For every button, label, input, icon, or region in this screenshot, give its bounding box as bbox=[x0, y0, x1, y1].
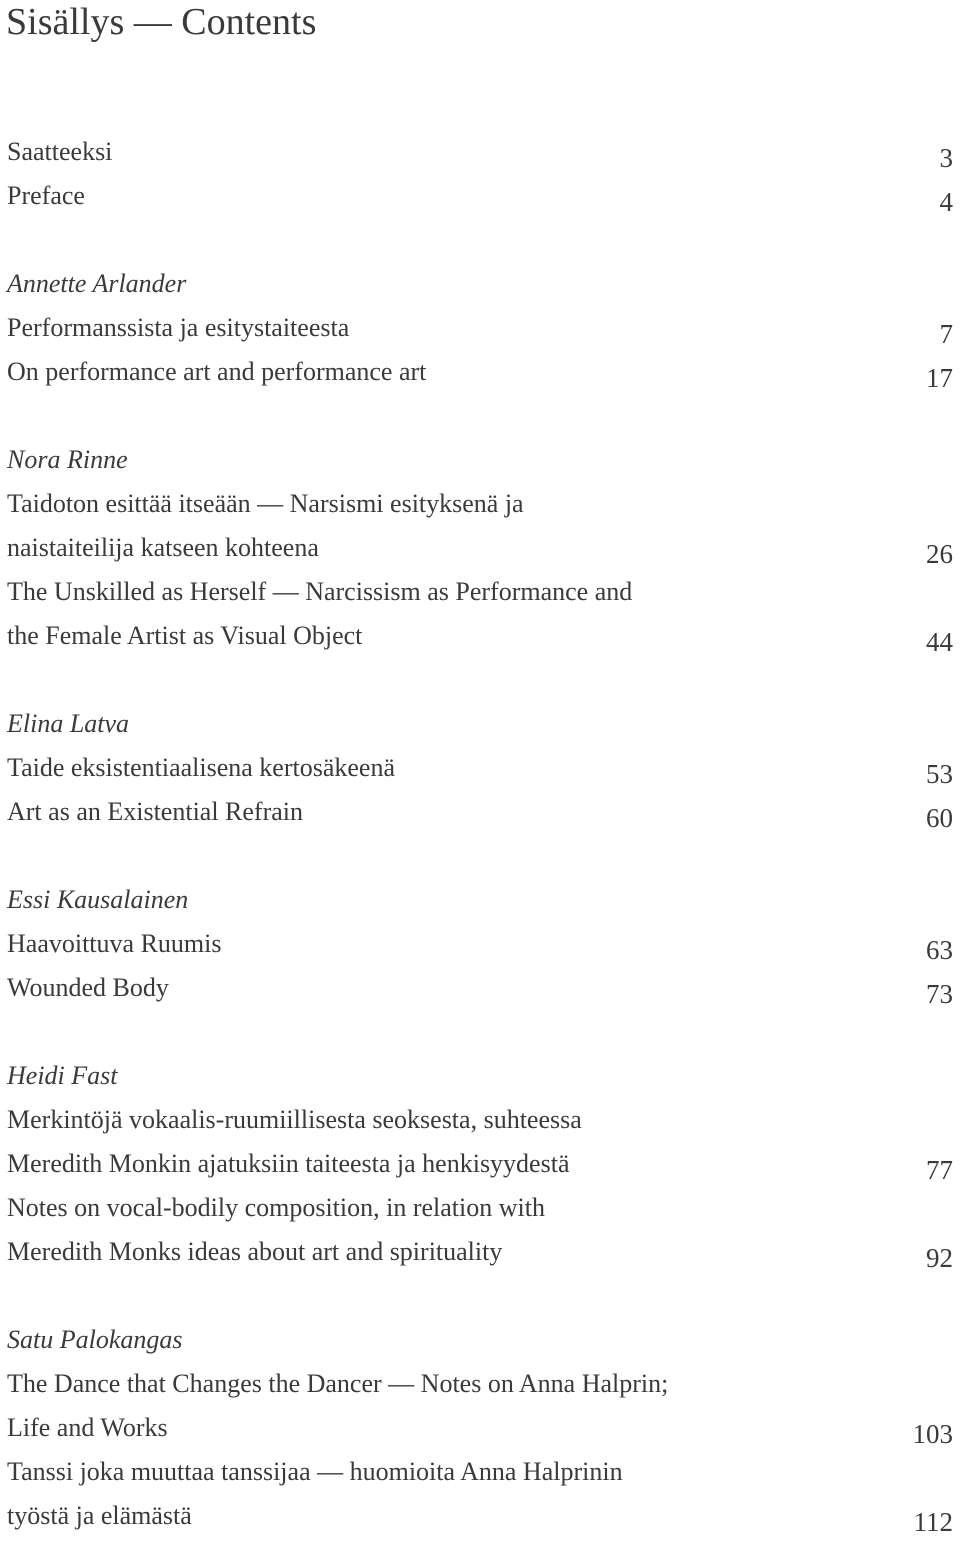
page-number: 53 bbox=[926, 759, 953, 789]
author-name: Nora Rinne bbox=[7, 445, 128, 474]
toc-entry bbox=[7, 570, 953, 614]
entry-title: Notes on vocal-bodily composition, in relation with bbox=[7, 1193, 545, 1222]
entry-title: Saatteeksi bbox=[7, 137, 113, 166]
entry-title: Art as an Existential Refrain bbox=[7, 797, 304, 826]
toc-author bbox=[7, 262, 953, 306]
entry-title: Taide eksistentiaalisena kertosäkeenä bbox=[7, 753, 396, 782]
toc-entry bbox=[7, 174, 953, 218]
entry-title: the Female Artist as Visual Object bbox=[7, 621, 363, 650]
toc-author bbox=[7, 1318, 953, 1362]
toc-entry bbox=[7, 790, 953, 834]
toc-author bbox=[7, 702, 953, 746]
toc-entry bbox=[7, 1406, 953, 1450]
author-name: Elina Latva bbox=[7, 709, 130, 738]
page-number: 77 bbox=[926, 1155, 953, 1185]
toc-entry bbox=[7, 1362, 953, 1406]
page-number: 73 bbox=[926, 979, 953, 1009]
toc-entry bbox=[7, 306, 953, 350]
toc-entry bbox=[7, 966, 953, 1010]
toc-entry bbox=[7, 746, 953, 790]
page-number: 7 bbox=[939, 319, 953, 349]
page-title: Sisällys — Contents bbox=[6, 1, 317, 43]
page-number: 63 bbox=[926, 935, 953, 965]
page-number: 60 bbox=[926, 803, 953, 833]
page-number: 92 bbox=[926, 1243, 953, 1273]
entry-title: Wounded Body bbox=[7, 973, 169, 1002]
toc-entry bbox=[7, 1142, 953, 1186]
toc-author bbox=[7, 1054, 953, 1098]
author-name: Essi Kausalainen bbox=[7, 885, 189, 914]
toc-entry bbox=[7, 482, 953, 526]
toc-author bbox=[7, 878, 953, 922]
toc-entry bbox=[7, 1494, 953, 1538]
entry-title: The Dance that Changes the Dancer — Notes on Anna Halprin; bbox=[7, 1369, 669, 1398]
page-number: 17 bbox=[926, 363, 953, 393]
toc-entry bbox=[7, 130, 953, 174]
page-number: 112 bbox=[913, 1507, 953, 1537]
page-number: 44 bbox=[926, 627, 953, 657]
entry-title: The Unskilled as Herself — Narcissism as Performance and bbox=[7, 577, 633, 606]
author-name: Annette Arlander bbox=[7, 269, 187, 298]
toc-entry bbox=[7, 614, 953, 658]
toc-author bbox=[7, 438, 953, 482]
toc-entry bbox=[7, 1230, 953, 1274]
entry-title: naistaiteilija katseen kohteena bbox=[7, 533, 319, 562]
toc-entry bbox=[7, 922, 953, 966]
entry-title: Meredith Monks ideas about art and spirituality bbox=[7, 1237, 503, 1266]
page-number: 26 bbox=[926, 539, 953, 569]
toc-entry bbox=[7, 1098, 953, 1142]
page-number: 3 bbox=[939, 143, 953, 173]
entry-title: Life and Works bbox=[7, 1413, 168, 1442]
page-number: 103 bbox=[912, 1419, 953, 1449]
entry-title: Merkintöjä vokaalis-ruumiillisesta seoksesta, suhteessa bbox=[7, 1105, 582, 1134]
entry-title: Haavoittuva Ruumis bbox=[7, 929, 222, 958]
toc-entry bbox=[7, 1450, 953, 1494]
toc-entry bbox=[7, 350, 953, 394]
author-name: Satu Palokangas bbox=[7, 1325, 183, 1354]
toc-entry bbox=[7, 526, 953, 570]
entry-title: Taidoton esittää itseään — Narsismi esityksenä ja bbox=[7, 489, 524, 518]
entry-title: Tanssi joka muuttaa tanssijaa — huomioita Anna Halprinin bbox=[7, 1457, 623, 1486]
toc-entry bbox=[7, 1186, 953, 1230]
entry-title: Performanssista ja esitystaiteesta bbox=[7, 313, 350, 342]
entry-title: työstä ja elämästä bbox=[7, 1501, 192, 1530]
entry-title: Meredith Monkin ajatuksiin taiteesta ja henkisyydestä bbox=[7, 1149, 570, 1178]
author-name: Heidi Fast bbox=[7, 1061, 118, 1090]
entry-title: On performance art and performance art bbox=[7, 357, 427, 386]
entry-title: Preface bbox=[7, 181, 85, 210]
page-number: 4 bbox=[939, 187, 953, 217]
